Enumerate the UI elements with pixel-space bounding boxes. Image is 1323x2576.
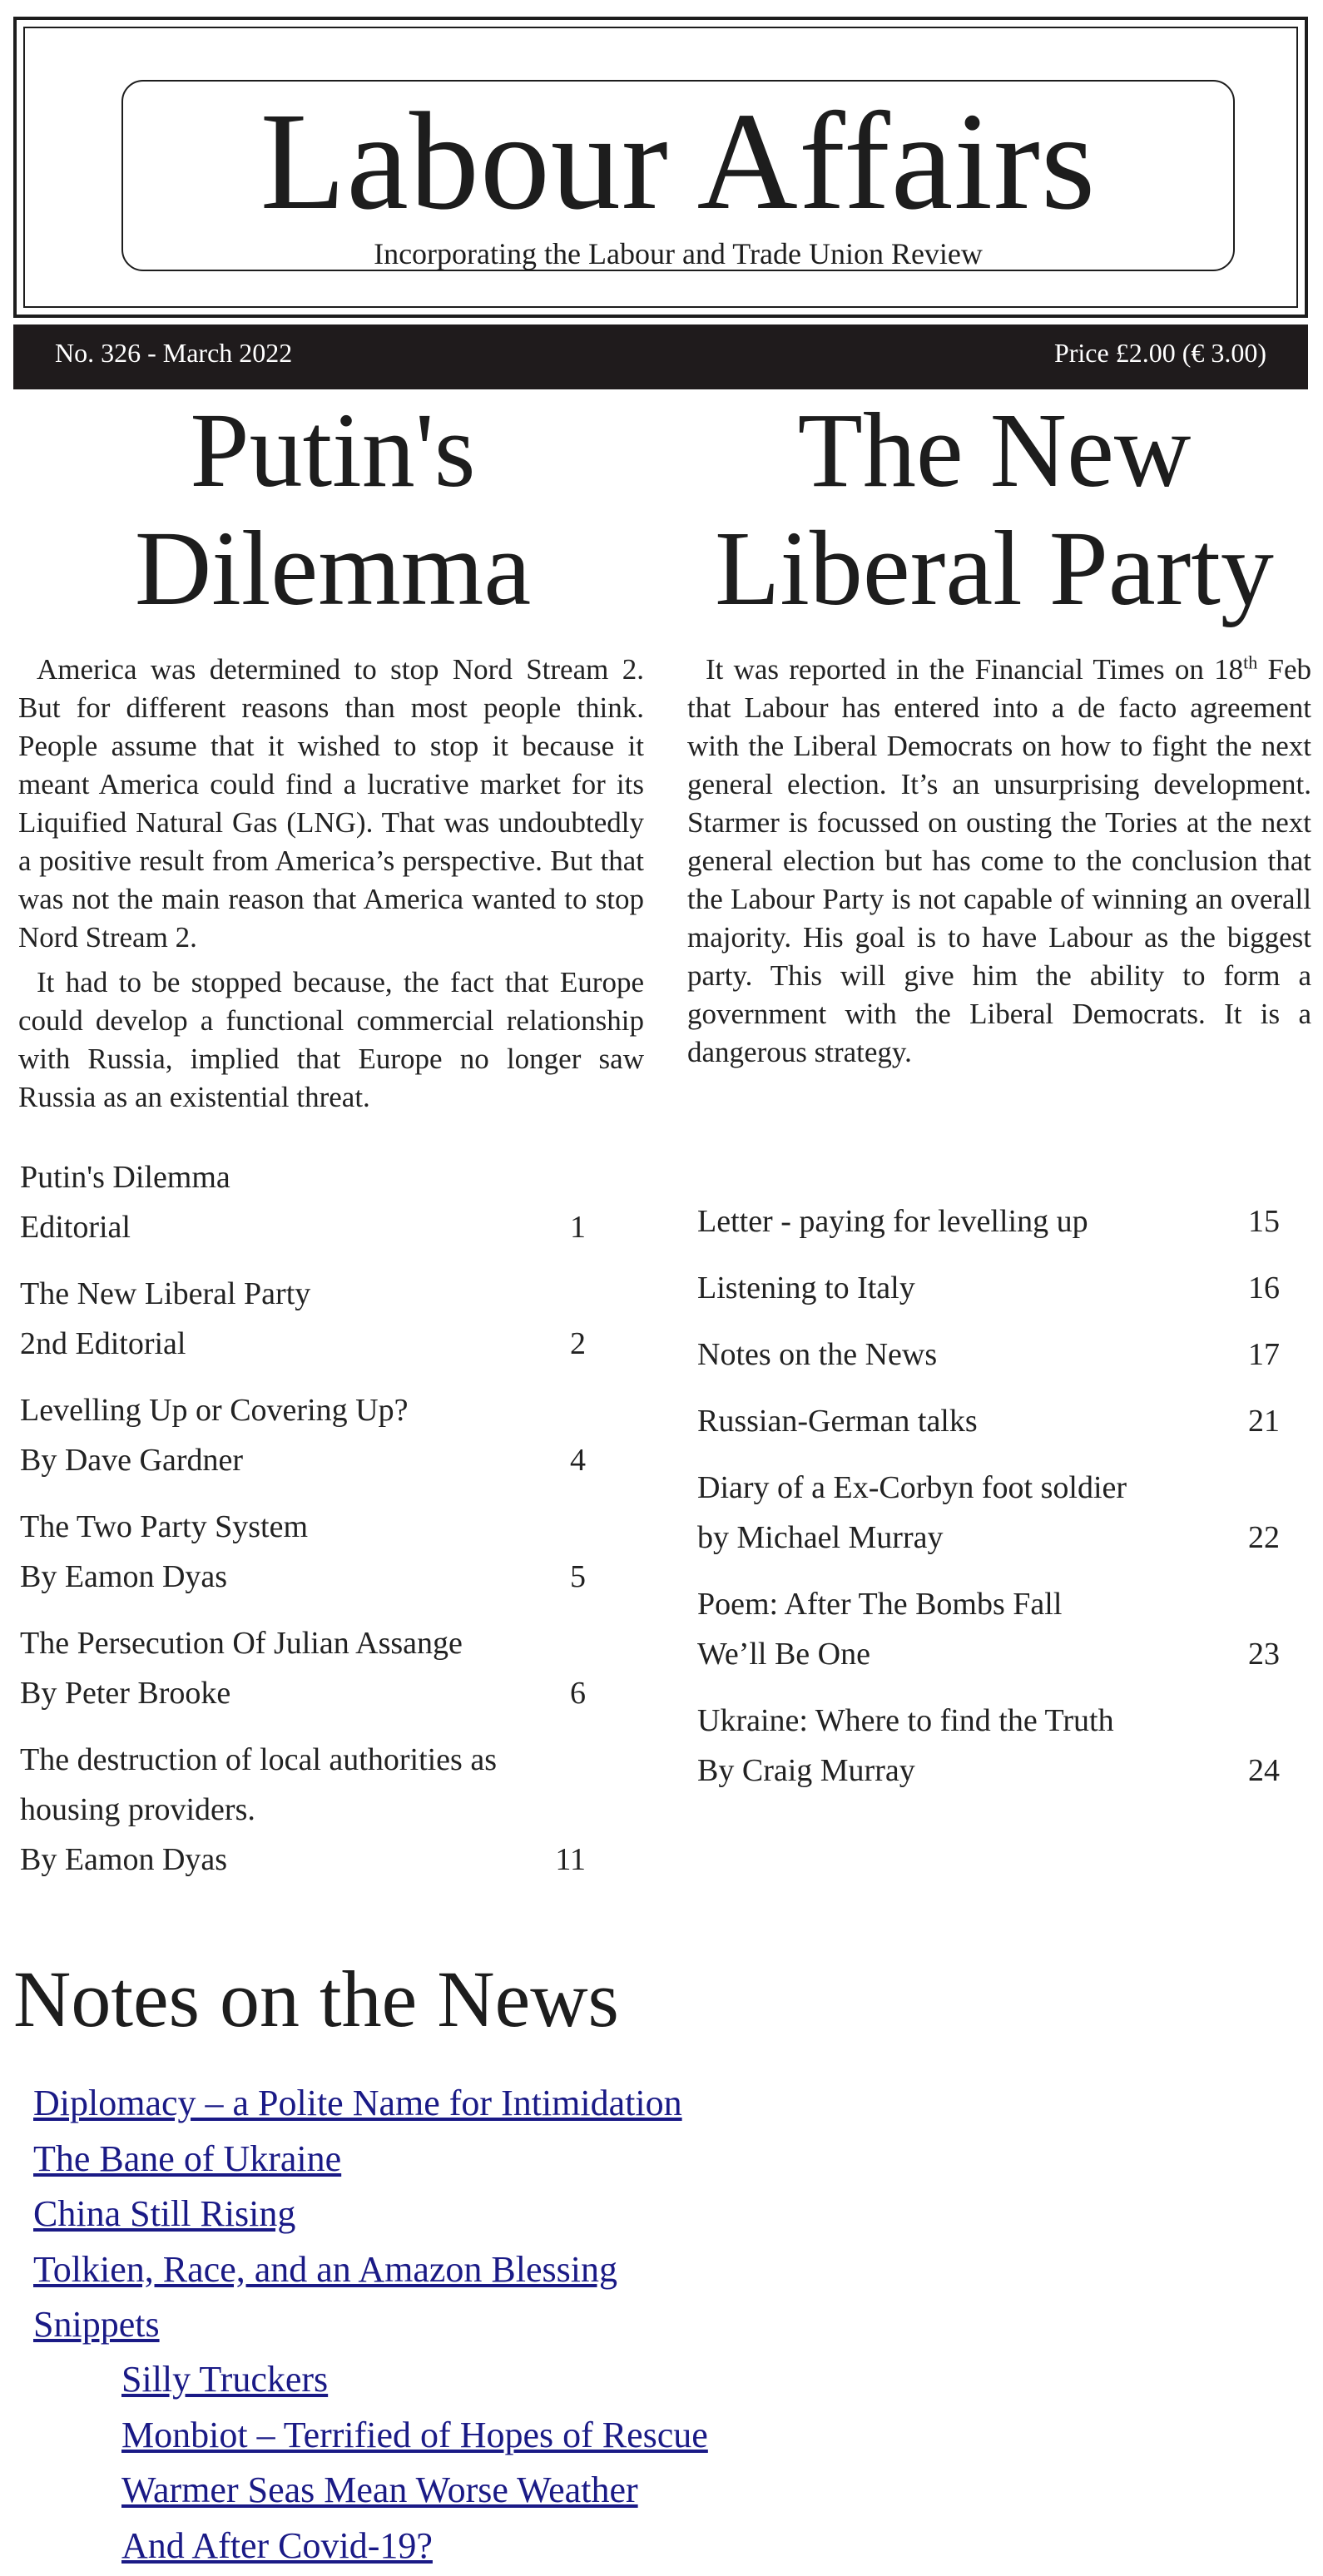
snippet-link[interactable]: Warmer Seas Mean Worse Weather <box>121 2469 638 2510</box>
contents-page-number: 6 <box>570 1676 586 1711</box>
contents-page-number: 22 <box>1248 1520 1280 1555</box>
contents-page-number: 11 <box>555 1842 586 1877</box>
contents-byline: By Craig Murray <box>697 1753 915 1788</box>
publication-title: Labour Affairs <box>260 84 1097 239</box>
contents-byline: By Eamon Dyas <box>20 1842 228 1877</box>
contents-title: Diary of a Ex-Corbyn foot soldier <box>697 1470 1127 1505</box>
right-headline <box>674 391 1315 627</box>
contents-title: Putin's Dilemma <box>20 1160 230 1195</box>
right-article-text-rest: Feb that Labour has entered into a de facto agreement with the Liberal Democrats on how to fight the next general election. It’s an unsurprising development. Starmer is focussed on ousting the Tories at the next general election but has come to the conclusion that the Labour Party is not capable of winning an overall majority. His goal is to have Labour as the biggest party. This will give him the ability to form a government with the Liberal Democrats. It is a dangerous strategy. <box>687 653 1311 1068</box>
contents-entry[interactable] <box>697 1330 1280 1380</box>
issue-price: Price £2.00 (€ 3.00) <box>1053 338 1266 368</box>
contents-entry[interactable] <box>20 1502 586 1602</box>
right-headline-line1: The New <box>797 391 1192 509</box>
left-headline-line1: Putin's <box>190 391 476 509</box>
notes-link[interactable]: China Still Rising <box>33 2193 296 2234</box>
contents-byline: 2nd Editorial <box>20 1326 186 1361</box>
contents-title: Poem: After The Bombs Fall <box>697 1587 1063 1622</box>
contents-byline: By Dave Gardner <box>20 1443 244 1478</box>
notes-link-snippets[interactable]: Snippets <box>33 2304 160 2345</box>
notes-link[interactable]: The Bane of Ukraine <box>33 2138 342 2179</box>
snippet-link[interactable]: And After Covid-19? <box>121 2524 433 2566</box>
snippets-link-list <box>121 2352 708 2574</box>
notes-link[interactable]: Diplomacy – a Polite Name for Intimidation <box>33 2083 682 2123</box>
contents-page-number: 1 <box>570 1210 586 1245</box>
contents-title: Listening to Italy <box>697 1271 915 1305</box>
contents-title: Levelling Up or Covering Up? <box>20 1393 409 1428</box>
contents-page-number: 17 <box>1248 1337 1280 1372</box>
ordinal-suffix: th <box>1243 651 1258 673</box>
issue-bar <box>13 324 1308 389</box>
right-article-body <box>687 651 1311 1133</box>
contents-title-continued: housing providers. <box>20 1792 255 1827</box>
notes-link[interactable]: Tolkien, Race, and an Amazon Blessing <box>33 2248 617 2290</box>
contents-entry[interactable] <box>697 1579 1280 1679</box>
contents-entry[interactable] <box>20 1385 586 1485</box>
contents-title: The New Liberal Party <box>20 1276 311 1311</box>
left-article-body <box>18 651 644 1123</box>
contents-entry[interactable] <box>20 1269 586 1369</box>
contents-page-number: 21 <box>1248 1404 1280 1439</box>
publication-subtitle: Incorporating the Labour and Trade Union Review <box>374 237 983 270</box>
right-article-paragraph <box>687 651 1311 1072</box>
contents-byline: We’ll Be One <box>697 1637 870 1672</box>
masthead-frame <box>13 17 1308 318</box>
contents-entry[interactable] <box>697 1196 1280 1246</box>
left-headline-line2: Dilemma <box>134 509 532 627</box>
contents-entry[interactable] <box>697 1696 1280 1796</box>
notes-link-list <box>33 2076 682 2353</box>
contents-byline: By Peter Brooke <box>20 1676 231 1711</box>
contents-title: The destruction of local authorities as <box>20 1742 497 1777</box>
contents-entry[interactable] <box>20 1735 586 1885</box>
contents-entry[interactable] <box>20 1618 586 1718</box>
contents-byline: Editorial <box>20 1210 131 1245</box>
contents-entry[interactable] <box>697 1463 1280 1563</box>
contents-title: Notes on the News <box>697 1337 938 1372</box>
contents-title: The Two Party System <box>20 1509 309 1544</box>
contents-byline: By Eamon Dyas <box>20 1559 228 1594</box>
snippet-link[interactable]: Silly Truckers <box>121 2359 329 2400</box>
contents-left-column <box>20 1152 586 1901</box>
contents-page-number: 24 <box>1248 1753 1280 1788</box>
contents-entry[interactable] <box>20 1152 586 1252</box>
contents-entry[interactable] <box>697 1396 1280 1446</box>
left-article-paragraph: America was determined to stop Nord Stream 2. But for different reasons than most people think. People assume that it wished to stop it because it meant America could find a lucrative market for its Liquified Natural Gas (LNG). That was undoubtedly a positive result from America’s perspective. But that was not the main reason that America wanted to stop Nord Stream 2. <box>18 653 644 954</box>
contents-page-number: 16 <box>1248 1271 1280 1305</box>
contents-page-number: 4 <box>570 1443 586 1478</box>
contents-page-number: 5 <box>570 1559 586 1594</box>
contents-title: The Persecution Of Julian Assange <box>20 1626 463 1661</box>
contents-page-number: 15 <box>1248 1204 1280 1239</box>
left-headline <box>17 391 649 627</box>
contents-page-number: 2 <box>570 1326 586 1361</box>
contents-title: Ukraine: Where to find the Truth <box>697 1703 1114 1738</box>
issue-number: No. 326 - March 2022 <box>55 338 293 368</box>
contents-page-number: 23 <box>1248 1637 1280 1672</box>
right-article-text-start: It was reported in the Financial Times on 18 <box>706 653 1244 686</box>
contents-right-column <box>697 1196 1280 1812</box>
left-article-paragraph: It had to be stopped because, the fact that Europe could develop a functional commercial relationship with Russia, implied that Europe no longer saw Russia as an existential threat. <box>18 966 644 1113</box>
contents-entry[interactable] <box>697 1263 1280 1313</box>
contents-title: Letter - paying for levelling up <box>697 1204 1088 1239</box>
notes-heading: Notes on the News <box>13 1954 619 2043</box>
snippet-link[interactable]: Monbiot – Terrified of Hopes of Rescue <box>121 2414 708 2455</box>
contents-title: Russian-German talks <box>697 1404 978 1439</box>
right-headline-line2: Liberal Party <box>715 509 1274 627</box>
contents-byline: by Michael Murray <box>697 1520 944 1555</box>
masthead-title-box <box>121 80 1235 271</box>
